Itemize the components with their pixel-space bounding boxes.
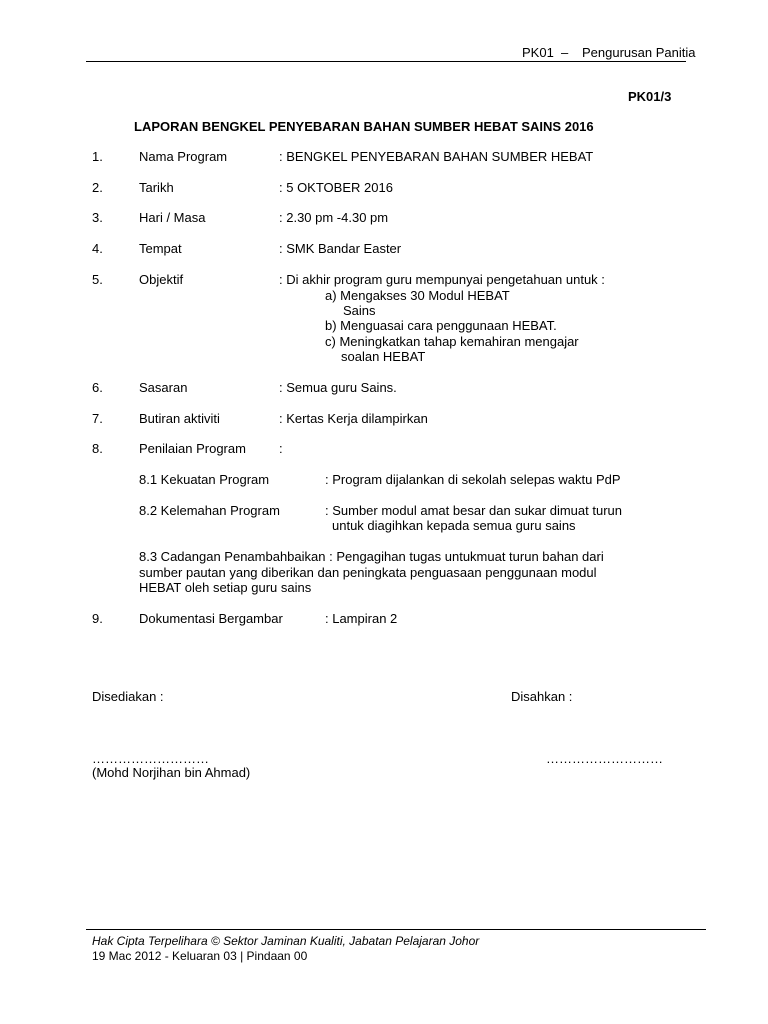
report-title: LAPORAN BENGKEL PENYEBARAN BAHAN SUMBER HEBAT SAINS 2016 — [134, 119, 594, 134]
suggestion-line: sumber pautan yang diberikan dan peningkata penguasaan penggunaan modul — [139, 565, 597, 580]
item-number: 3. — [92, 210, 103, 225]
item-label: Objektif — [139, 272, 184, 287]
footer-rule — [86, 929, 706, 930]
item-label: Hari / Masa — [139, 210, 206, 225]
strength-value: : Program dijalankan di sekolah selepas waktu PdP — [325, 472, 621, 487]
item-label: Butiran aktiviti — [139, 411, 220, 426]
prepared-by-name: (Mohd Norjihan bin Ahmad) — [92, 765, 251, 780]
item-label: Tempat — [139, 241, 182, 256]
header-section: Pengurusan Panitia — [582, 45, 696, 60]
footer-copyright: Hak Cipta Terpelihara © Sektor Jaminan Kualiti, Jabatan Pelajaran Johor — [92, 934, 480, 948]
strength-label: 8.1 Kekuatan Program — [139, 472, 270, 487]
objective-b: b) Menguasai cara penggunaan HEBAT. — [325, 318, 557, 333]
item-value: : Kertas Kerja dilampirkan — [279, 411, 428, 426]
item-number: 5. — [92, 272, 103, 287]
header-rule — [86, 61, 686, 62]
item-value: : BENGKEL PENYEBARAN BAHAN SUMBER HEBAT — [279, 149, 594, 164]
footer-revision: 19 Mac 2012 - Keluaran 03 | Pindaan 00 — [92, 949, 308, 963]
objective-c-cont: soalan HEBAT — [341, 349, 426, 364]
item-value: : 5 OKTOBER 2016 — [279, 180, 393, 195]
item-label: Tarikh — [139, 180, 174, 195]
header-dash: – — [561, 45, 569, 60]
objective-a: a) Mengakses 30 Modul HEBAT — [325, 288, 510, 303]
item-value: : Di akhir program guru mempunyai pengetahuan untuk : — [279, 272, 605, 287]
item-number: 2. — [92, 180, 103, 195]
objective-c: c) Meningkatkan tahap kemahiran mengajar — [325, 334, 579, 349]
prepared-signature-line: ……………………… — [92, 751, 209, 766]
item-number: 8. — [92, 441, 103, 456]
weakness-value-cont: untuk diagihkan kepada semua guru sains — [332, 518, 576, 533]
item-number: 4. — [92, 241, 103, 256]
header-doc-code: PK01 — [522, 45, 554, 60]
item-number: 1. — [92, 149, 103, 164]
item-label: Penilaian Program — [139, 441, 246, 456]
approved-by-label: Disahkan : — [511, 689, 573, 704]
item-label: Nama Program — [139, 149, 228, 164]
suggestion-line: 8.3 Cadangan Penambahbaikan : Pengagihan tugas untukmuat turun bahan dari — [139, 549, 604, 564]
item-number: 9. — [92, 611, 103, 626]
suggestion-line: HEBAT oleh setiap guru sains — [139, 580, 312, 595]
item-label: Sasaran — [139, 380, 188, 395]
item-number: 7. — [92, 411, 103, 426]
item-value: : SMK Bandar Easter — [279, 241, 402, 256]
objective-a-cont: Sains — [343, 303, 376, 318]
item-value: : Lampiran 2 — [325, 611, 398, 626]
form-code: PK01/3 — [628, 89, 672, 104]
weakness-label: 8.2 Kelemahan Program — [139, 503, 280, 518]
item-value: : 2.30 pm -4.30 pm — [279, 210, 389, 225]
item-value: : — [279, 441, 283, 456]
item-value: : Semua guru Sains. — [279, 380, 397, 395]
item-number: 6. — [92, 380, 103, 395]
item-label: Dokumentasi Bergambar — [139, 611, 283, 626]
prepared-by-label: Disediakan : — [92, 689, 164, 704]
approved-signature-line: ……………………… — [546, 751, 663, 766]
weakness-value: : Sumber modul amat besar dan sukar dimuat turun — [325, 503, 622, 518]
